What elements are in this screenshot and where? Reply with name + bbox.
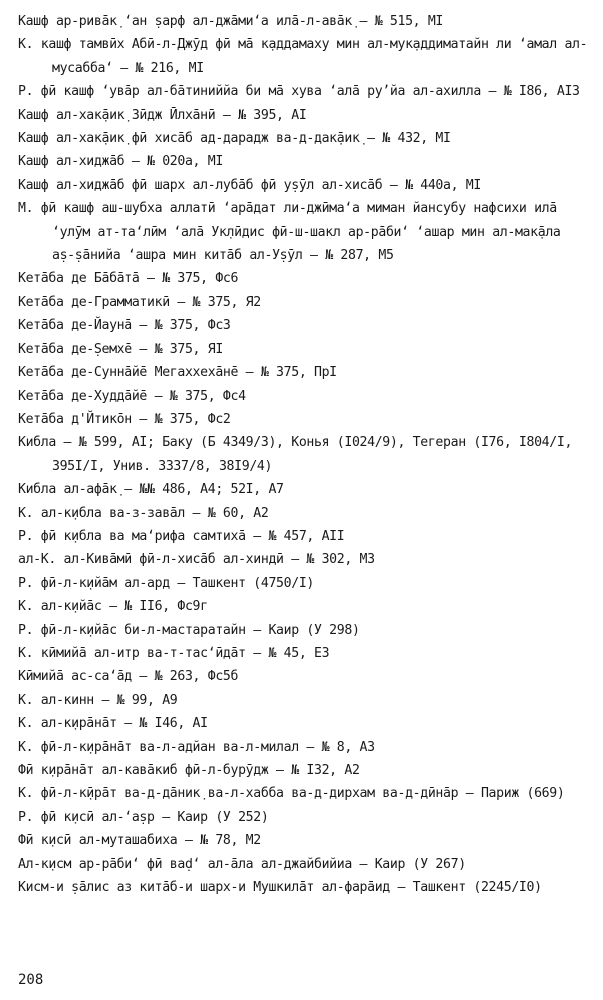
- bibliography-entry: Кашф ал-хиджāб фӣ шарх ал-лубāб фӣ уṣӯл ал-хисāб – № 440а, MI: [18, 177, 481, 193]
- bibliography-entry: Кашф ар-ривāк̣ ʻан ṣарф ал-джāмиʻа илā-л-авāк̣ – № 515, MI: [18, 14, 444, 29]
- bibliography-entry: Кӣмийā ас-саʻāд – № 263, Фс5б: [18, 669, 239, 685]
- bibliography-entry: К. ал-к̣ирāнāт – № I46, AI: [18, 716, 208, 732]
- bibliography-entry: Кашф ал-хак̣āик̣ фӣ хисāб ад-дарадж ва-д-дак̣āик̣ – № 432, MI: [18, 131, 451, 147]
- page-number: 208: [18, 972, 44, 988]
- bibliography-entry: Кашф ал-хак̣āик̣ Зӣдж Ӣлхāнӣ – № 395, AI: [18, 107, 307, 123]
- bibliography-entry: К. ал-к̣ийāс – № II6, Фс9г: [18, 599, 208, 615]
- bibliography-entry: Ал-к̣исм ар-рāбиʻ фӣ ваḍʻ ал-āла ал-джайбийиа – Каир (У 267): [18, 856, 466, 872]
- bibliography-entry: Фӣ к̣ирāнāт ал-кавāкиб фӣ-л-бурӯдж – № I32, A2: [18, 763, 360, 778]
- bibliography-entry: К. фӣ-л-к̣ӣрāт ва-д-дāник̣ ва-л-хабба ва-д-дирхам ва-д-дӣнāр – Париж (669): [18, 786, 565, 802]
- bibliography-entry: М. фӣ кашф аш-шубха аллатӣ ʻарāдат ли-джӣмаʻа миман йансубу нафсихи илā ʻулӯм ат-таʻлӣм ʻалā Ук̣лӣдис фӣ-ш-шакл ар-рāбиʻ ʻашар мин ал-мак̣āла аṣ-ṣāнийа ʻашра мин китāб ал-Уṣӯл – № 287, M5: [18, 201, 561, 264]
- bibliography-entry: К. фӣ-л-к̣ирāнāт ва-л-адйан ва-л-милал – № 8, A3: [18, 739, 375, 755]
- bibliography-entry: ал-К. ал-Кивāмӣ фӣ-л-хисāб ал-хиндӣ – № 302, M3: [18, 552, 375, 568]
- bibliography-entry: Р. фӣ к̣ибла ва маʻрифа самтихā – № 457, AII: [18, 528, 345, 544]
- bibliography-entry: Кашф ал-хиджāб – № 020а, MI: [18, 154, 223, 170]
- bibliography-entry: Кетāба де-Суннāйē Мегаххехāнē – № 375, ПрI: [18, 365, 337, 381]
- bibliography-entry: Кибла ал-афāк̣ – №№ 486, A4; 52I, A7: [18, 482, 284, 498]
- bibliography-entry: Р. фӣ-л-к̣ийāм ал-ард – Ташкент (4750/I): [18, 575, 314, 591]
- bibliography-entry: Кетāба де-Ṣемхē – № 375, ЯI: [18, 341, 223, 357]
- bibliography-entry: Р. фӣ к̣исӣ ал-ʻаṣр – Каир (У 252): [18, 809, 269, 825]
- bibliography-entry: Кетāба д'Йтикōн – № 375, Фс2: [18, 411, 231, 427]
- bibliography-entry: Р. фӣ-л-к̣ийāс би-л-мастаратайн – Каир (У 298): [18, 622, 360, 638]
- bibliography-entry: Кетāба де-Йаунā – № 375, Фс3: [18, 318, 231, 334]
- bibliography-entry: Р. фӣ кашф ʻувāр ал-бāтиниййа би мā хува ʻалā руʼйа ал-ахилла – № I86, AI3: [18, 84, 580, 100]
- bibliography-entry: К. ал-кинн – № 99, A9: [18, 692, 178, 708]
- bibliography-entry: К. кӣмийā ал-итр ва-т-тасʻӣдāт – № 45, Е3: [18, 645, 330, 661]
- bibliography-entry: Фӣ к̣исӣ ал-муташабиха – № 78, M2: [18, 833, 261, 849]
- bibliography-entry: Кисм-и ṣāлис аз китāб-и шарх-и Мушкилāт ал-фарāид – Ташкент (2245/I0): [18, 880, 542, 896]
- bibliography-entry: К. кашф тамвӣх Абӣ-л-Джӯд фӣ мā к̣аддамаху мин ал-мук̣аддиматайн ли ʻамал ал-мусаббаʻ – № 216, MI: [18, 37, 588, 76]
- bibliography-entry: Кетāба де-Худдāйē – № 375, Фс4: [18, 388, 246, 404]
- bibliography-entry: Кибла – № 599, AI; Баку (Б 4349/3), Конья (I024/9), Тегеран (I76, I804/I, 395I/I, Унив. 3337/8, 38I9/4): [18, 435, 573, 474]
- bibliography-list: [18, 10, 589, 899]
- bibliography-entry: Кетāба де Бāбāтā – № 375, Фс6: [18, 271, 239, 287]
- bibliography-entry: К. ал-к̣ибла ва-з-завāл – № 60, A2: [18, 505, 269, 521]
- bibliography-entry: Кетāба де-Грамматикӣ – № 375, Я2: [18, 294, 261, 310]
